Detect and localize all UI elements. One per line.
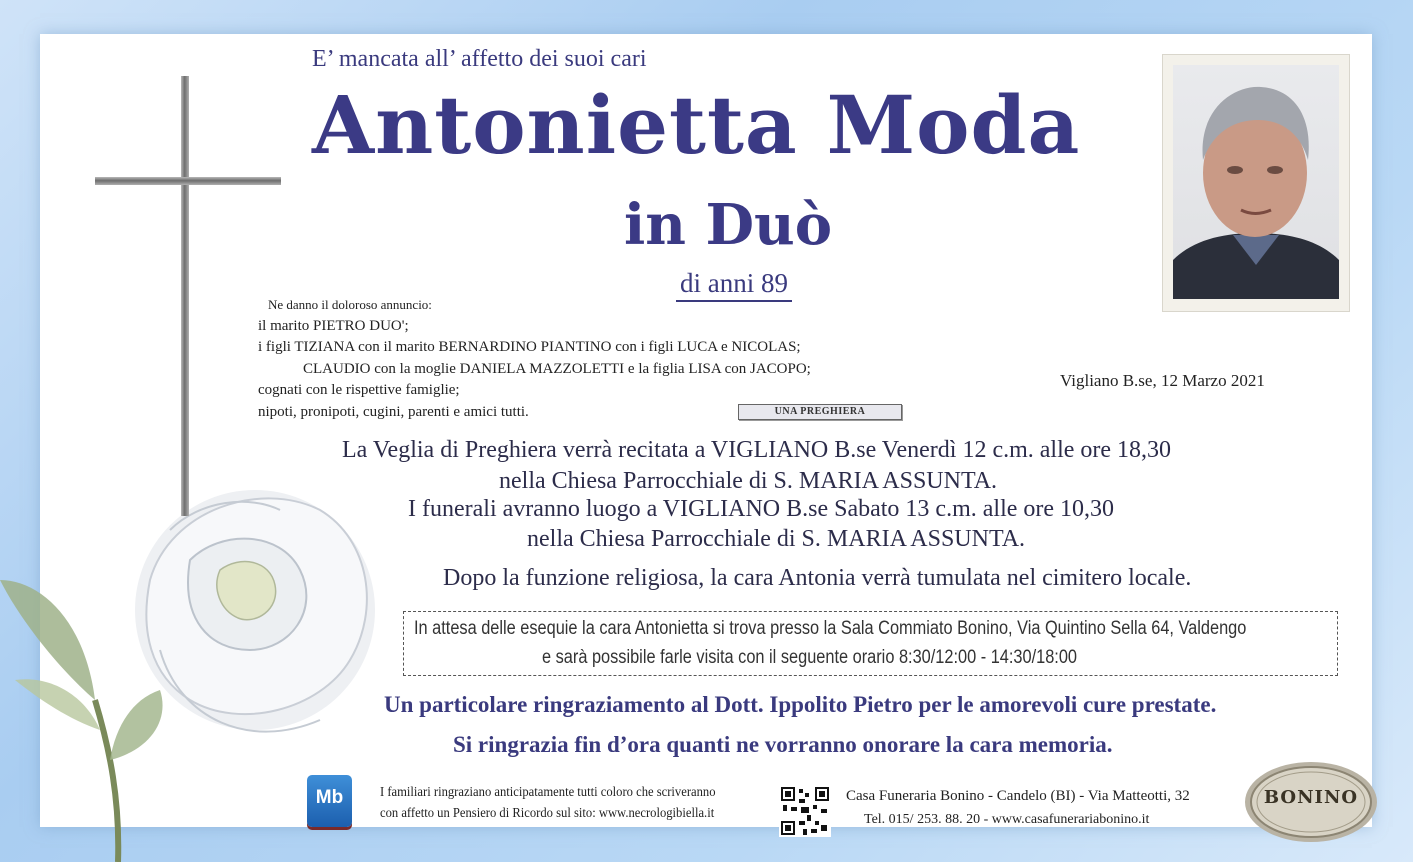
thanks-line: Si ringrazia fin d’ora quanti ne vorranno onorare la cara memoria.: [453, 732, 1113, 757]
notice-line: In attesa delle esequie la cara Antonietta si trova presso la Sala Commiato Bonino, Via Quintino Sella 64, Valdengo: [414, 618, 1247, 639]
announcement-block: [258, 294, 811, 423]
ceremony-line: Dopo la funzione religiosa, la cara Antonia verrà tumulata nel cimitero locale.: [443, 565, 1192, 591]
footer-text-line: I familiari ringraziano anticipatamente tutti coloro che scriveranno: [380, 785, 716, 800]
portrait-photo: [1173, 65, 1339, 299]
notice-line: e sarà possibile farle visita con il seguente orario 8:30/12:00 - 14:30/18:00: [542, 647, 1078, 668]
intro-text: E’ mancata all’ affetto dei suoi cari: [312, 46, 647, 72]
announcement-line: i figli TIZIANA con il marito BERNARDINO PIANTINO con i figli LUCA e NICOLAS;: [258, 339, 801, 355]
ceremony-line: I funerali avranno luogo a VIGLIANO B.se Sabato 13 c.m. alle ore 10,30: [408, 496, 1115, 522]
prayer-button[interactable]: UNA PREGHIERA: [738, 404, 902, 420]
age-text: di anni 89: [676, 268, 792, 302]
bonino-logo-text: BONINO: [1263, 787, 1359, 808]
footer-website-line[interactable]: con affetto un Pensiero di Ricordo sul sito: www.necrologibiella.it: [380, 806, 715, 821]
necrologi-biella-icon[interactable]: Mb: [307, 775, 352, 827]
funeral-home-address: Casa Funeraria Bonino - Candelo (BI) - Via Matteotti, 32: [846, 788, 1190, 804]
funeral-home-contacts[interactable]: Tel. 015/ 253. 88. 20 - www.casafunerariabonino.it: [864, 812, 1150, 827]
married-name: in Duò: [624, 192, 833, 258]
announcement-line: nipoti, pronipoti, cugini, parenti e amici tutti.: [258, 403, 529, 420]
deceased-name: Antonietta Moda: [312, 78, 1081, 172]
ceremony-line: nella Chiesa Parrocchiale di S. MARIA ASSUNTA.: [499, 468, 998, 494]
place-date: Vigliano B.se, 12 Marzo 2021: [1060, 371, 1265, 390]
announcement-line: il marito PIETRO DUO';: [258, 317, 409, 334]
announcement-line: Ne danno il doloroso annuncio:: [268, 297, 432, 312]
qr-code-icon[interactable]: [779, 785, 831, 837]
announcement-line: cognati con le rispettive famiglie;: [258, 382, 460, 398]
announcement-line: CLAUDIO con la moglie DANIELA MAZZOLETTI e la figlia LISA con JACOPO;: [303, 360, 811, 377]
ceremony-line: La Veglia di Preghiera verrà recitata a VIGLIANO B.se Venerdì 12 c.m. alle ore 18,30: [342, 437, 1172, 463]
thanks-line: Un particolare ringraziamento al Dott. Ippolito Pietro per le amorevoli cure prestate.: [384, 692, 1217, 717]
cross-vertical-bar: [181, 76, 189, 516]
ceremony-line: nella Chiesa Parrocchiale di S. MARIA ASSUNTA.: [527, 526, 1026, 552]
cross-horizontal-bar: [95, 177, 281, 185]
